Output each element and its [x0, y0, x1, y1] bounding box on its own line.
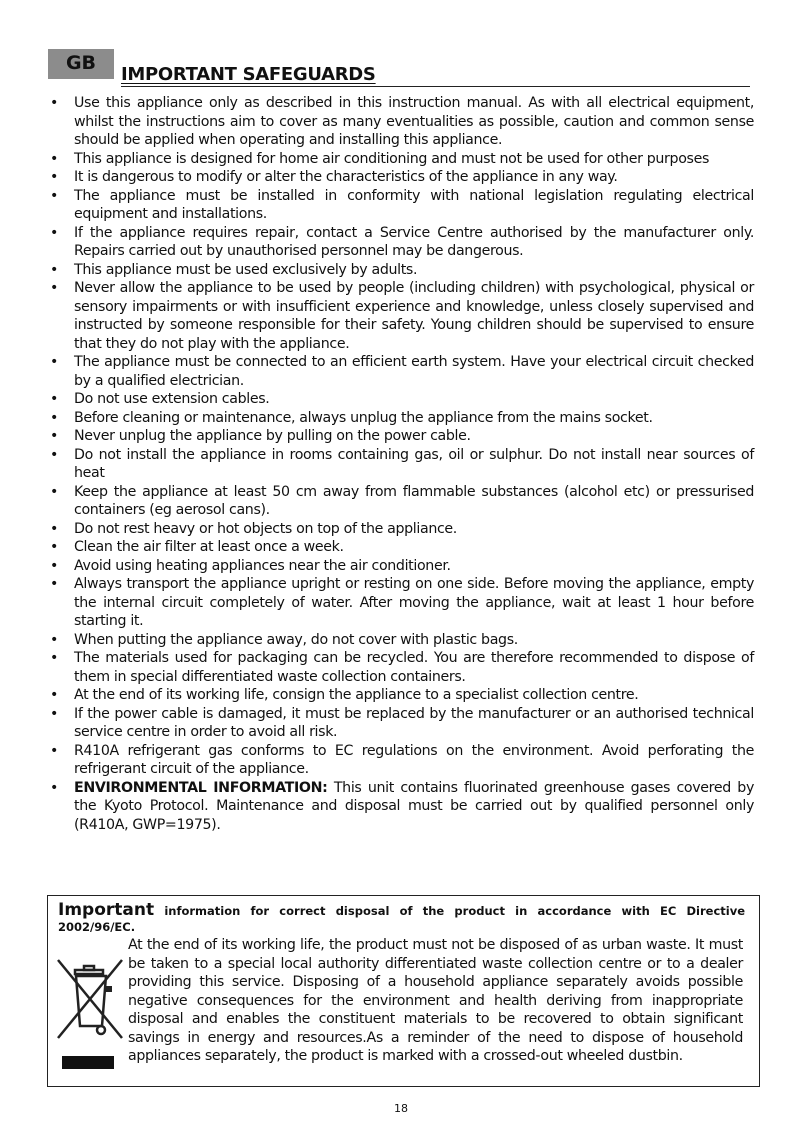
safeguard-item: [50, 261, 754, 280]
bullet-icon: •: [50, 187, 59, 204]
safeguard-item: [50, 520, 754, 539]
safeguard-item: [50, 390, 754, 409]
bullet-icon: •: [50, 409, 59, 426]
safeguard-text: Clean the air filter at least once a week.: [74, 539, 344, 555]
safeguard-text: Before cleaning or maintenance, always unplug the appliance from the mains socket.: [74, 409, 653, 426]
safeguard-item: [50, 168, 754, 187]
safeguard-text: Do not use extension cables.: [74, 391, 270, 407]
bullet-icon: •: [50, 280, 59, 296]
safeguard-item: [50, 649, 754, 686]
bullet-icon: •: [50, 576, 59, 592]
disposal-heading: [58, 902, 745, 919]
bullet-icon: •: [50, 224, 59, 241]
crossed-out-wheeled-bin-icon: [56, 956, 126, 1046]
safeguard-text: The appliance must be installed in conformity with national legislation regulating electrical equipment and installations.: [74, 187, 754, 222]
safeguard-item: [50, 575, 754, 631]
bullet-icon: •: [50, 169, 59, 185]
bullet-icon: •: [50, 391, 59, 407]
bullet-icon: •: [50, 428, 59, 444]
bin-marking-bar: [62, 1056, 114, 1069]
safeguard-text: Do not install the appliance in rooms containing gas, oil or sulphur. Do not install near sources of heat: [74, 446, 754, 481]
disposal-heading-important: Important: [58, 900, 155, 920]
safeguard-item: [50, 538, 754, 557]
language-tab: GB: [48, 49, 114, 79]
safeguard-text: This appliance is designed for home air conditioning and must not be used for other purposes: [74, 150, 709, 167]
bullet-icon: •: [50, 742, 59, 759]
safeguard-text: Never allow the appliance to be used by people (including children) with psychological, physical or sensory impairments or with insufficient experience and knowledge, unless closely supervised and instructed by someone responsible for their safety. Young children should be supervised to ensure that they do not play with the appliance.: [74, 280, 754, 352]
bullet-icon: •: [50, 520, 59, 537]
safeguard-text: The materials used for packaging can be recycled. You are therefore recommended to dispose of them in special differentiated waste collection containers.: [74, 650, 754, 685]
bullet-icon: •: [50, 261, 59, 278]
safeguard-item: [50, 150, 754, 169]
bullet-icon: •: [50, 631, 59, 648]
page-number: 18: [394, 1102, 408, 1115]
safeguard-text: It is dangerous to modify or alter the characteristics of the appliance in any way.: [74, 169, 618, 185]
bullet-icon: •: [50, 650, 59, 666]
safeguards-list: [50, 94, 754, 834]
safeguard-text: At the end of its working life, consign the appliance to a specialist collection centre.: [74, 687, 639, 703]
safeguard-item: [50, 187, 754, 224]
safeguard-text: Avoid using heating appliances near the air conditioner.: [74, 557, 451, 574]
safeguard-text: Keep the appliance at least 50 cm away from flammable substances (alcohol etc) or pressurised containers (eg aerosol cans).: [74, 483, 754, 518]
safeguard-text: Always transport the appliance upright or resting on one side. Before moving the appliance, empty the internal circuit completely of water. After moving the appliance, wait at least 1 hour before starting it.: [74, 576, 754, 629]
safeguard-item: [50, 94, 754, 150]
disposal-body: At the end of its working life, the product must not be disposed of as urban waste. It must be taken to a special local authority differentiated waste collection centre or to a dealer providing this service. Disposing of a household appliance separately avoids possible negative consequences for the environment and health deriving from inappropriate disposal and enables the constituent materials to be recovered to obtain significant savings in energy and resources.As a reminder of the need to dispose of household appliances separately, the product is marked with a crossed-out wheeled dustbin.: [128, 937, 743, 1064]
bullet-icon: •: [50, 557, 59, 574]
directive-ref: 2002/96/EC.: [58, 920, 136, 934]
safeguard-item: [50, 279, 754, 353]
safeguard-item: [50, 686, 754, 705]
safeguard-item: [50, 631, 754, 650]
environmental-info-item: [50, 779, 754, 835]
safeguard-text: The appliance must be connected to an efficient earth system. Have your electrical circuit checked by a qualified electrician.: [74, 354, 754, 389]
bullet-icon: •: [50, 95, 59, 111]
bullet-icon: •: [50, 483, 59, 500]
title-rule: [121, 86, 750, 87]
safeguard-text: This appliance must be used exclusively by adults.: [74, 261, 418, 278]
safeguard-item: [50, 742, 754, 779]
safeguard-text: If the power cable is damaged, it must be replaced by the manufacturer or an authorised technical service centre in order to avoid all risk.: [74, 705, 754, 740]
bullet-icon: •: [50, 446, 59, 463]
bullet-icon: •: [50, 687, 59, 703]
safeguard-item: [50, 427, 754, 446]
safeguard-item: [50, 446, 754, 483]
bullet-icon: •: [50, 539, 59, 555]
bullet-icon: •: [50, 354, 59, 370]
safeguard-text: R410A refrigerant gas conforms to EC regulations on the environment. Avoid perforating the refrigerant circuit of the appliance.: [74, 742, 754, 777]
safeguard-item: [50, 483, 754, 520]
safeguard-text: Do not rest heavy or hot objects on top of the appliance.: [74, 520, 457, 537]
safeguard-text: If the appliance requires repair, contact a Service Centre authorised by the manufacturer only. Repairs carried out by unauthorised personnel may be dangerous.: [74, 224, 754, 259]
safeguard-item: [50, 224, 754, 261]
bullet-icon: •: [50, 150, 59, 167]
safeguard-text: Never unplug the appliance by pulling on the power cable.: [74, 428, 471, 444]
disposal-info-box: [47, 895, 760, 1087]
env-label: ENVIRONMENTAL INFORMATION:: [74, 779, 328, 796]
env-text: This unit contains fluorinated greenhouse gases covered by the Kyoto Protocol. Maintenance and disposal must be carried out by qualified personnel only (R410A, GWP=1975).: [74, 779, 754, 833]
bullet-icon: •: [50, 705, 59, 722]
safeguard-item: [50, 705, 754, 742]
safeguard-item: [50, 353, 754, 390]
safeguard-item: [50, 409, 754, 428]
page-title: IMPORTANT SAFEGUARDS: [121, 64, 376, 85]
bullet-icon: •: [50, 779, 59, 796]
safeguard-text: When putting the appliance away, do not cover with plastic bags.: [74, 631, 518, 648]
safeguard-item: [50, 557, 754, 576]
safeguard-text: Use this appliance only as described in this instruction manual. As with all electrical equipment, whilst the instructions aim to cover as many eventualities as possible, caution and common sense should be applied when operating and installing this appliance.: [74, 95, 754, 148]
disposal-heading-rest: information for correct disposal of the product in accordance with EC Directive: [154, 904, 745, 918]
